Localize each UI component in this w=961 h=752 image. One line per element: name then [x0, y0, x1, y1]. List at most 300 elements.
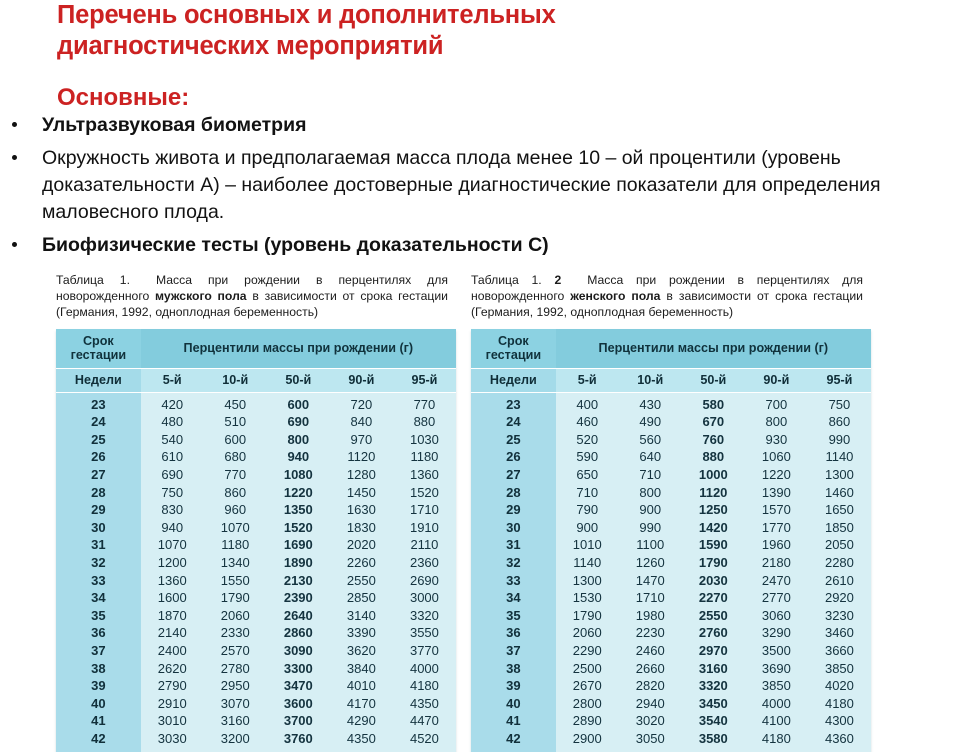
cell-week: 36: [471, 625, 556, 643]
cell-week: 32: [471, 554, 556, 572]
cell-p90: 3390: [330, 625, 393, 643]
bullet-dot-icon: [12, 242, 17, 247]
cell-p50: 3760: [267, 730, 330, 752]
table-caption-part1: Масса при рождении в перцентилях для новорожденного: [56, 273, 448, 304]
cell-p90: 1830: [330, 519, 393, 537]
cell-p10: 2230: [619, 625, 682, 643]
cell-p10: 430: [619, 392, 682, 414]
cell-week: 39: [56, 678, 141, 696]
cell-week: 29: [56, 502, 141, 520]
cell-p95: 4180: [808, 695, 871, 713]
subheader-p5: 5-й: [141, 368, 204, 392]
cell-p95: 3770: [393, 642, 456, 660]
cell-p50: 3700: [267, 713, 330, 731]
cell-week: 26: [471, 449, 556, 467]
cell-p50: 3090: [267, 642, 330, 660]
cell-p90: 1770: [745, 519, 808, 537]
cell-week: 24: [471, 414, 556, 432]
table-row: [56, 554, 456, 572]
table-row: [471, 695, 871, 713]
cell-p50: 3300: [267, 660, 330, 678]
table-caption-sex: женского пола: [570, 289, 661, 304]
cell-p95: 1360: [393, 466, 456, 484]
table-row: [471, 466, 871, 484]
cell-p10: 770: [204, 466, 267, 484]
cell-p95: 3550: [393, 625, 456, 643]
cell-p5: 1140: [556, 554, 619, 572]
cell-p50: 2030: [682, 572, 745, 590]
table-caption-part2: в зависимости от срока гестации (Германия, 1992, одноплодная беременность): [471, 289, 863, 320]
subheader-p90: 90-й: [745, 368, 808, 392]
cell-p5: 2790: [141, 678, 204, 696]
table-row: [471, 730, 871, 752]
cell-p5: 1200: [141, 554, 204, 572]
cell-p95: 4470: [393, 713, 456, 731]
subheader-p90: 90-й: [330, 368, 393, 392]
table-row: [56, 414, 456, 432]
cell-p95: 990: [808, 431, 871, 449]
cell-p90: 2180: [745, 554, 808, 572]
subheader-weeks: Недели: [471, 368, 556, 392]
cell-p50: 3450: [682, 695, 745, 713]
cell-p50: 2550: [682, 607, 745, 625]
table-caption-sex: мужского пола: [155, 289, 247, 304]
table-panel-male: [56, 272, 456, 752]
bullet-list: [0, 112, 930, 265]
cell-p5: 2290: [556, 642, 619, 660]
cell-p10: 2570: [204, 642, 267, 660]
table-row: [471, 713, 871, 731]
cell-p50: 670: [682, 414, 745, 432]
cell-p95: 1850: [808, 519, 871, 537]
cell-p10: 710: [619, 466, 682, 484]
table-caption-part1: Масса при рождении в перцентилях для новорожденного: [471, 273, 863, 304]
cell-week: 41: [56, 713, 141, 731]
cell-p95: 2110: [393, 537, 456, 555]
cell-p10: 2060: [204, 607, 267, 625]
cell-p90: 1570: [745, 502, 808, 520]
cell-p5: 2400: [141, 642, 204, 660]
cell-week: 25: [56, 431, 141, 449]
cell-week: 30: [471, 519, 556, 537]
cell-p10: 900: [619, 502, 682, 520]
cell-p5: 2620: [141, 660, 204, 678]
cell-week: 36: [56, 625, 141, 643]
cell-p90: 4100: [745, 713, 808, 731]
cell-p5: 610: [141, 449, 204, 467]
table-row: [471, 607, 871, 625]
cell-week: 27: [56, 466, 141, 484]
table-row: [56, 392, 456, 414]
cell-p50: 800: [267, 431, 330, 449]
cell-p50: 2270: [682, 590, 745, 608]
cell-p50: 1350: [267, 502, 330, 520]
cell-p90: 2850: [330, 590, 393, 608]
table-row: [56, 607, 456, 625]
cell-p50: 2860: [267, 625, 330, 643]
table-caption-part2: в зависимости от срока гестации (Германия, 1992, одноплодная беременность): [56, 289, 448, 320]
percentile-table-female: [471, 329, 871, 752]
subheader-p50: 50-й: [267, 368, 330, 392]
table-row: [56, 730, 456, 752]
cell-p90: 1120: [330, 449, 393, 467]
table-row: [56, 678, 456, 696]
table-row: [56, 695, 456, 713]
cell-p50: 2640: [267, 607, 330, 625]
cell-p95: 1650: [808, 502, 871, 520]
cell-week: 25: [471, 431, 556, 449]
cell-p5: 1070: [141, 537, 204, 555]
cell-p50: 3160: [682, 660, 745, 678]
table-caption-number: 2: [554, 273, 562, 287]
cell-p10: 3020: [619, 713, 682, 731]
cell-p95: 2280: [808, 554, 871, 572]
cell-p50: 3600: [267, 695, 330, 713]
subheader-p10: 10-й: [619, 368, 682, 392]
cell-p5: 1870: [141, 607, 204, 625]
cell-week: 35: [471, 607, 556, 625]
list-item: [0, 112, 930, 139]
cell-week: 38: [56, 660, 141, 678]
table-row: [56, 519, 456, 537]
cell-p95: 3320: [393, 607, 456, 625]
cell-p90: 970: [330, 431, 393, 449]
table-caption: [56, 272, 448, 321]
cell-p90: 3500: [745, 642, 808, 660]
cell-p5: 3030: [141, 730, 204, 752]
table-subheader-row: [56, 368, 456, 392]
cell-p95: 4300: [808, 713, 871, 731]
cell-p95: 4350: [393, 695, 456, 713]
cell-p95: 2920: [808, 590, 871, 608]
cell-p5: 790: [556, 502, 619, 520]
cell-week: 34: [56, 590, 141, 608]
bullet-text: Окружность живота и предполагаемая масса плода менее 10 – ой процентили (уровень доказательности А) – наиболее достоверные диагностические показатели для определения маловесного плода.: [42, 147, 881, 223]
header-gestation-term: Срок гестации: [56, 329, 141, 369]
subheader-p50: 50-й: [682, 368, 745, 392]
cell-p95: 4000: [393, 660, 456, 678]
cell-week: 23: [56, 392, 141, 414]
cell-p90: 4290: [330, 713, 393, 731]
cell-week: 33: [56, 572, 141, 590]
cell-p5: 940: [141, 519, 204, 537]
cell-p95: 2610: [808, 572, 871, 590]
cell-p10: 2330: [204, 625, 267, 643]
cell-p5: 590: [556, 449, 619, 467]
cell-p10: 1070: [204, 519, 267, 537]
cell-p50: 690: [267, 414, 330, 432]
table-row: [56, 484, 456, 502]
cell-week: 28: [56, 484, 141, 502]
cell-week: 33: [471, 572, 556, 590]
cell-p95: 2050: [808, 537, 871, 555]
cell-p10: 1980: [619, 607, 682, 625]
cell-p5: 1010: [556, 537, 619, 555]
cell-week: 27: [471, 466, 556, 484]
table-row: [56, 590, 456, 608]
table-row: [471, 642, 871, 660]
cell-p5: 480: [141, 414, 204, 432]
cell-p5: 1360: [141, 572, 204, 590]
cell-p90: 3690: [745, 660, 808, 678]
cell-p90: 800: [745, 414, 808, 432]
title-line-1: Перечень основных и дополнительных: [57, 1, 556, 29]
cell-p50: 2390: [267, 590, 330, 608]
cell-p90: 1390: [745, 484, 808, 502]
table-subheader-row: [471, 368, 871, 392]
cell-p50: 880: [682, 449, 745, 467]
cell-p90: 720: [330, 392, 393, 414]
cell-p10: 860: [204, 484, 267, 502]
table-row: [471, 414, 871, 432]
cell-p10: 2460: [619, 642, 682, 660]
table-row: [471, 678, 871, 696]
cell-p50: 3320: [682, 678, 745, 696]
cell-p95: 1300: [808, 466, 871, 484]
cell-p10: 1550: [204, 572, 267, 590]
cell-p95: 3000: [393, 590, 456, 608]
cell-p5: 750: [141, 484, 204, 502]
table-row: [471, 625, 871, 643]
cell-p5: 400: [556, 392, 619, 414]
cell-p10: 490: [619, 414, 682, 432]
cell-week: 42: [471, 730, 556, 752]
cell-week: 37: [471, 642, 556, 660]
table-row: [56, 502, 456, 520]
cell-p95: 860: [808, 414, 871, 432]
cell-p90: 1450: [330, 484, 393, 502]
cell-p95: 4020: [808, 678, 871, 696]
table-row: [56, 713, 456, 731]
cell-p95: 3660: [808, 642, 871, 660]
cell-week: 35: [56, 607, 141, 625]
cell-p95: 1460: [808, 484, 871, 502]
cell-week: 37: [56, 642, 141, 660]
subheader-p95: 95-й: [393, 368, 456, 392]
cell-p5: 1300: [556, 572, 619, 590]
cell-p50: 940: [267, 449, 330, 467]
table-row: [56, 466, 456, 484]
cell-p90: 1060: [745, 449, 808, 467]
cell-week: 40: [471, 695, 556, 713]
cell-p5: 2140: [141, 625, 204, 643]
table-row: [56, 625, 456, 643]
bullet-dot-icon: [12, 155, 17, 160]
subheader-p5: 5-й: [556, 368, 619, 392]
cell-p90: 930: [745, 431, 808, 449]
table-header-row: [56, 329, 456, 369]
table-panel-female: [471, 272, 871, 752]
cell-p5: 2900: [556, 730, 619, 752]
table-row: [56, 449, 456, 467]
cell-week: 28: [471, 484, 556, 502]
cell-p90: 4350: [330, 730, 393, 752]
table-row: [471, 590, 871, 608]
cell-week: 32: [56, 554, 141, 572]
cell-p50: 600: [267, 392, 330, 414]
cell-p90: 4010: [330, 678, 393, 696]
table-header-row: [471, 329, 871, 369]
header-percentiles: Перцентили массы при рождении (г): [556, 329, 871, 369]
list-item: [0, 145, 930, 226]
cell-p10: 1340: [204, 554, 267, 572]
cell-p50: 1790: [682, 554, 745, 572]
cell-p5: 830: [141, 502, 204, 520]
cell-p50: 1520: [267, 519, 330, 537]
table-caption-label: Таблица 1.: [56, 273, 130, 287]
cell-p10: 2940: [619, 695, 682, 713]
cell-week: 24: [56, 414, 141, 432]
cell-p90: 1630: [330, 502, 393, 520]
cell-p95: 2690: [393, 572, 456, 590]
percentile-table-male: [56, 329, 456, 752]
cell-p95: 1180: [393, 449, 456, 467]
cell-p90: 1220: [745, 466, 808, 484]
table-row: [56, 537, 456, 555]
table-row: [56, 642, 456, 660]
table-row: [471, 502, 871, 520]
cell-p95: 2360: [393, 554, 456, 572]
cell-p50: 1000: [682, 466, 745, 484]
table-row: [56, 572, 456, 590]
cell-week: 34: [471, 590, 556, 608]
slide-title: [57, 0, 937, 62]
cell-week: 23: [471, 392, 556, 414]
cell-week: 31: [56, 537, 141, 555]
title-line-2: диагностических мероприятий: [57, 32, 444, 60]
cell-p5: 1530: [556, 590, 619, 608]
cell-p95: 770: [393, 392, 456, 414]
list-item: [0, 232, 930, 259]
cell-p50: 2130: [267, 572, 330, 590]
table-row: [56, 660, 456, 678]
cell-p90: 3060: [745, 607, 808, 625]
cell-p90: 4000: [745, 695, 808, 713]
cell-p90: 1960: [745, 537, 808, 555]
cell-p50: 1120: [682, 484, 745, 502]
table-caption: [471, 272, 863, 321]
cell-p90: 3290: [745, 625, 808, 643]
cell-p90: 2470: [745, 572, 808, 590]
subheader-weeks: Недели: [56, 368, 141, 392]
cell-p5: 2910: [141, 695, 204, 713]
table-row: [471, 537, 871, 555]
cell-p95: 3230: [808, 607, 871, 625]
section-heading: Основные:: [57, 84, 190, 111]
cell-p90: 3840: [330, 660, 393, 678]
cell-p95: 4360: [808, 730, 871, 752]
cell-p5: 900: [556, 519, 619, 537]
cell-p90: 700: [745, 392, 808, 414]
cell-p10: 2950: [204, 678, 267, 696]
cell-p5: 710: [556, 484, 619, 502]
cell-p50: 760: [682, 431, 745, 449]
cell-p50: 1590: [682, 537, 745, 555]
cell-p10: 800: [619, 484, 682, 502]
cell-p5: 690: [141, 466, 204, 484]
table-body-female: [471, 392, 871, 752]
cell-p5: 460: [556, 414, 619, 432]
table-row: [471, 431, 871, 449]
cell-week: 40: [56, 695, 141, 713]
cell-p95: 1520: [393, 484, 456, 502]
cell-p95: 880: [393, 414, 456, 432]
cell-p95: 4180: [393, 678, 456, 696]
cell-p50: 1890: [267, 554, 330, 572]
cell-p90: 2550: [330, 572, 393, 590]
bullet-dot-icon: [12, 122, 17, 127]
cell-week: 41: [471, 713, 556, 731]
cell-p50: 1220: [267, 484, 330, 502]
table-row: [471, 660, 871, 678]
cell-p50: 1420: [682, 519, 745, 537]
cell-p5: 2060: [556, 625, 619, 643]
cell-p90: 3140: [330, 607, 393, 625]
cell-p95: 1710: [393, 502, 456, 520]
cell-p90: 2020: [330, 537, 393, 555]
cell-p5: 1600: [141, 590, 204, 608]
cell-p5: 420: [141, 392, 204, 414]
cell-p5: 2500: [556, 660, 619, 678]
cell-week: 29: [471, 502, 556, 520]
cell-p5: 2800: [556, 695, 619, 713]
cell-week: 30: [56, 519, 141, 537]
cell-p10: 560: [619, 431, 682, 449]
cell-p90: 3850: [745, 678, 808, 696]
cell-p95: 3850: [808, 660, 871, 678]
table-row: [471, 392, 871, 414]
cell-p50: 3470: [267, 678, 330, 696]
cell-week: 31: [471, 537, 556, 555]
cell-p10: 990: [619, 519, 682, 537]
cell-p10: 640: [619, 449, 682, 467]
cell-p50: 1250: [682, 502, 745, 520]
cell-p50: 2970: [682, 642, 745, 660]
cell-p10: 960: [204, 502, 267, 520]
cell-p95: 4520: [393, 730, 456, 752]
table-row: [56, 431, 456, 449]
cell-p90: 1280: [330, 466, 393, 484]
cell-p10: 1180: [204, 537, 267, 555]
cell-p10: 3050: [619, 730, 682, 752]
table-row: [471, 449, 871, 467]
cell-p5: 2890: [556, 713, 619, 731]
cell-p90: 2770: [745, 590, 808, 608]
table-row: [471, 484, 871, 502]
cell-p95: 1910: [393, 519, 456, 537]
cell-p10: 1100: [619, 537, 682, 555]
cell-p10: 1260: [619, 554, 682, 572]
cell-p10: 3160: [204, 713, 267, 731]
cell-p95: 1030: [393, 431, 456, 449]
cell-p5: 1790: [556, 607, 619, 625]
cell-p90: 3620: [330, 642, 393, 660]
cell-p10: 3070: [204, 695, 267, 713]
header-percentiles: Перцентили массы при рождении (г): [141, 329, 456, 369]
cell-p90: 4180: [745, 730, 808, 752]
subheader-p10: 10-й: [204, 368, 267, 392]
bullet-text: Биофизические тесты (уровень доказательности С): [42, 234, 549, 256]
cell-week: 39: [471, 678, 556, 696]
cell-week: 42: [56, 730, 141, 752]
cell-p50: 3580: [682, 730, 745, 752]
bullet-text: Ультразвуковая биометрия: [42, 114, 307, 136]
cell-p50: 3540: [682, 713, 745, 731]
cell-p10: 680: [204, 449, 267, 467]
subheader-p95: 95-й: [808, 368, 871, 392]
cell-p50: 2760: [682, 625, 745, 643]
cell-week: 38: [471, 660, 556, 678]
